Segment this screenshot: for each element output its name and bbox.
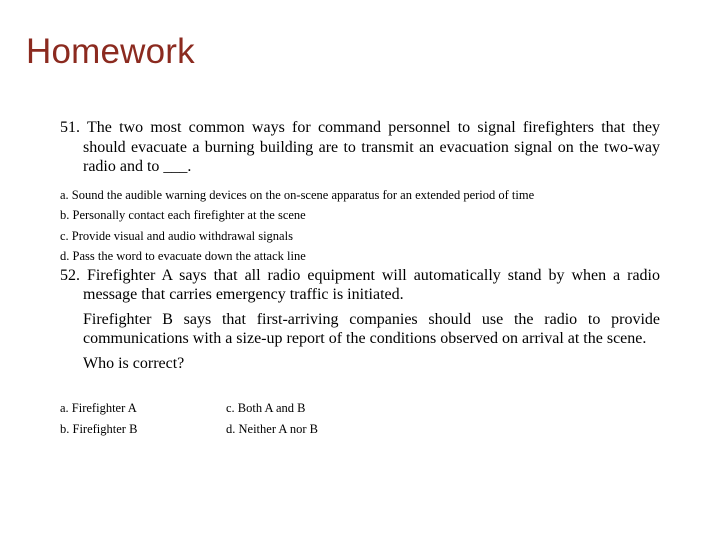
question-51 (60, 118, 660, 267)
question-52-prompt: Who is correct? (83, 355, 185, 372)
question-52-statement-b: Firefighter B says that first-arriving companies should use the radio to provide communications with a size-up report of the conditions observed on arrival at the scene. (83, 311, 660, 347)
option-51-c: c. Provide visual and audio withdrawal signals (60, 228, 293, 243)
question-52 (60, 266, 660, 373)
option-52-b: b. Firefighter B (60, 422, 138, 436)
slide-title: Homework (26, 32, 195, 71)
question-51-text: 51. The two most common ways for command personnel to signal firefighters that they should evacuate a burning building are to transmit an evacuation signal on the two-way radio and to ___. (60, 119, 660, 175)
option-row (60, 398, 460, 419)
option-row (60, 419, 460, 440)
question-52-options (60, 398, 460, 440)
question-51-options (60, 185, 660, 267)
option-51-d: d. Pass the word to evacuate down the attack line (60, 249, 306, 263)
option-52-c: c. Both A and B (226, 401, 306, 415)
question-52-text: 52. Firefighter A says that all radio equipment will automatically stand by when a radio message that carries emergency traffic is initiated. (60, 267, 660, 303)
option-52-d: d. Neither A nor B (226, 422, 319, 436)
option-51-b: b. Personally contact each firefighter at the scene (60, 208, 306, 222)
option-51-a: a. Sound the audible warning devices on the on-scene apparatus for an extended period of time (60, 187, 535, 202)
option-52-a: a. Firefighter A (60, 401, 137, 415)
